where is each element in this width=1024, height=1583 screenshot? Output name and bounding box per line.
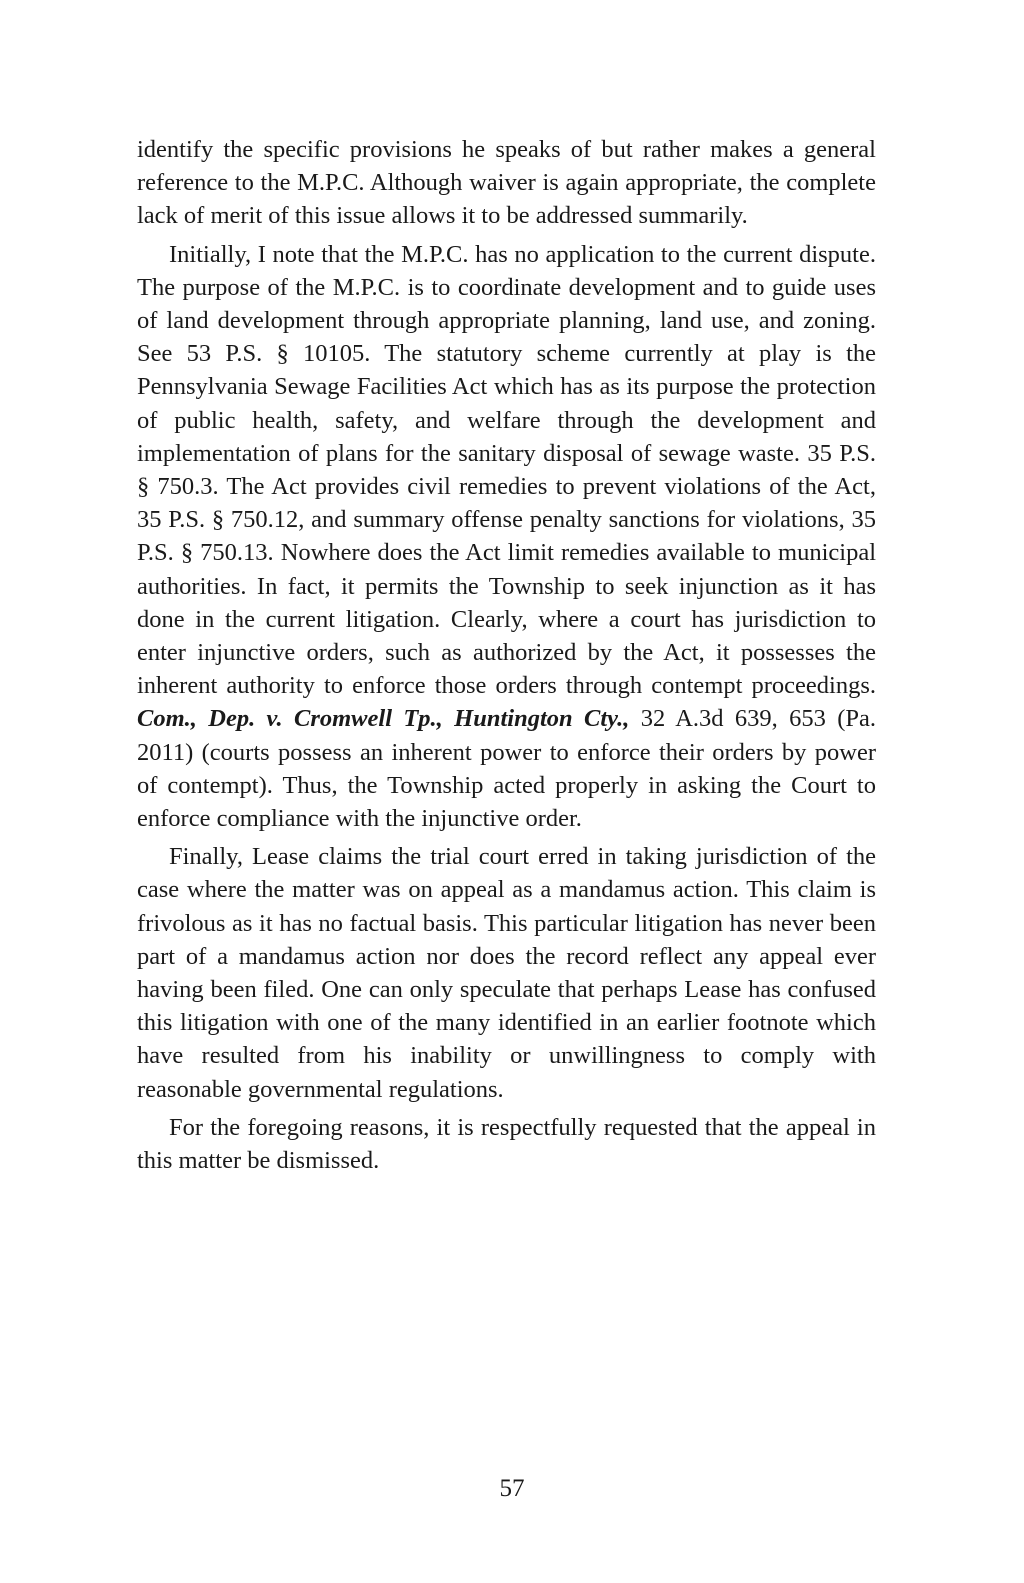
body-text [137,133,876,1177]
case-citation-name: Com., Dep. v. Cromwell Tp., Huntington Cty., [137,705,630,733]
page-number: 57 [499,1475,525,1502]
paragraph-mandamus-claim [137,840,876,1106]
paragraph-text: For the foregoing reasons, it is respectfully requested that the appeal in this matter be dismissed. [137,1113,876,1175]
paragraph-text: Initially, I note that the M.P.C. has no application to the current dispute. The purpose of the M.P.C. is to coordinate development and to guide uses of land development through appropriate planning, land use, and zoning. See 53 P.S. § 10105. The statutory scheme currently at play is the Pennsylvania Sewage Facilities Act which has as its purpose the protection of public health, safety, and welfare through the development and implementation of plans for the sanitary disposal of sewage waste. 35 P.S. § 750.3. The Act provides civil remedies to prevent violations of the Act, 35 P.S. § 750.12, and summary offense penalty sanctions for violations, 35 P.S. § 750.13. Nowhere does the Act limit remedies available to municipal authorities. In fact, it permits the Township to seek injunction as it has done in the current litigation. Clearly, where a court has jurisdiction to enter injunctive orders, such as authorized by the Act, it possesses the inherent authority to enforce those orders through contempt proceedings. [137,240,876,700]
paragraph-text: identify the specific provisions he speaks of but rather makes a general reference to the M.P.C. Although waiver is again appropriate, the complete lack of merit of this issue allows it to be addressed summarily. [137,136,876,230]
paragraph-text: 32 A.3d 639, 653 (Pa. 2011) (courts possess an inherent power to enforce their orders by power of contempt). Thus, the Township acted properly in asking the Court to enforce compliance with the injunctive order. [137,705,876,833]
paragraph-conclusion [137,1111,876,1177]
paragraph-mpc-application [137,238,876,836]
paragraph-text: Finally, Lease claims the trial court erred in taking jurisdiction of the case where the matter was on appeal as a mandamus action. This claim is frivolous as it has no factual basis. This particular litigation has never been part of a mandamus action nor does the record reflect any appeal ever having been filed. One can only speculate that perhaps Lease has confused this litigation with one of the many identified in an earlier footnote which have resulted from his inability or unwillingness to comply with reasonable governmental regulations. [137,843,876,1103]
paragraph-continued [137,133,876,233]
